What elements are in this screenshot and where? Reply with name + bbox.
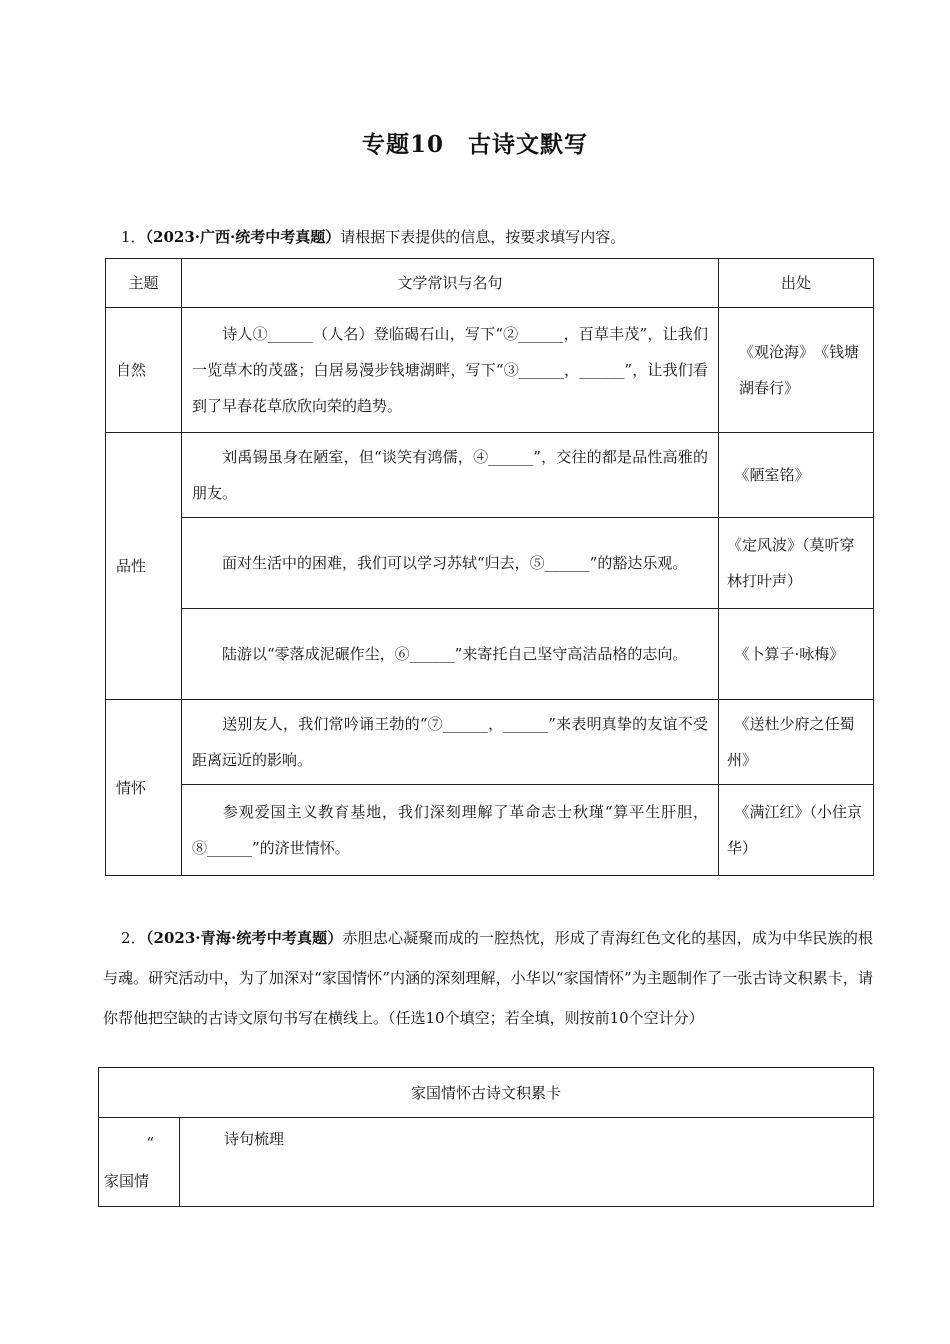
header-content: 文学常识与名句 [182, 259, 719, 308]
content-cell [182, 785, 719, 876]
table-row [106, 433, 874, 518]
content-text: 面对生活中的困难，我们可以学习苏轼“归去，⑤______”的豁达乐观。 [222, 554, 688, 572]
source-cell: 《陋室铭》 [719, 433, 874, 518]
source-cell: 《定风波》（莫听穿林打叶声） [719, 518, 874, 609]
content-cell [182, 609, 719, 700]
accumulation-card [98, 1067, 874, 1207]
source-cell: 《卜算子·咏梅》 [719, 609, 874, 700]
table-row [106, 308, 874, 433]
table-row [106, 609, 874, 700]
literature-table [105, 258, 874, 876]
question-prompt: 请根据下表提供的信息，按要求填写内容。 [340, 228, 626, 246]
table-row [106, 518, 874, 609]
question-2 [103, 918, 873, 1038]
table-header-row [106, 259, 874, 308]
source-cell: 《观沧海》 《钱塘湖春行》 [719, 308, 874, 433]
content-text: 送别友人，我们常吟诵王勃的“⑦______，______”来表明真挚的友谊不受距离远近的影响。 [192, 715, 708, 769]
table-row [106, 700, 874, 785]
topic-cell: 自然 [106, 308, 182, 433]
source-cell: 《送杜少府之任蜀州》 [719, 700, 874, 785]
content-cell [182, 518, 719, 609]
header-source: 出处 [719, 259, 874, 308]
content-text: 诗人①______（人名）登临碣石山，写下“②______，百草丰茂”，让我们一览草木的茂盛；白居易漫步钱塘湖畔，写下“③______，______”，让我们看到了早春花草欣欣向荣的趋势。 [192, 325, 708, 415]
page-title: 专题10 古诗文默写 [361, 131, 588, 158]
question-number: 1． [121, 228, 146, 246]
quote-mark: “ [146, 1134, 154, 1152]
question-number: 2． [121, 929, 146, 947]
card-right-label: 诗句梳理 [180, 1118, 874, 1207]
content-cell [182, 433, 719, 518]
card-left-cell [99, 1118, 180, 1207]
table-row [106, 785, 874, 876]
topic-cell: 情怀 [106, 700, 182, 876]
content-text: 陆游以“零落成泥碾作尘，⑥______”来寄托自己坚守高洁品格的志向。 [222, 645, 688, 663]
question-source: （2023·广西·统考中考真题） [145, 228, 341, 246]
question-source: （2023·青海·统考中考真题） [145, 929, 343, 947]
topic-cell: 品性 [106, 433, 182, 700]
question-1-heading [121, 226, 881, 248]
content-cell [182, 308, 719, 433]
source-cell: 《满江红》（小住京华） [719, 785, 874, 876]
content-text: 刘禹锡虽身在陋室，但“谈笑有鸿儒，④______”，交往的都是品性高雅的朋友。 [192, 448, 708, 502]
question-text: 赤胆忠心凝聚而成的一腔热忱，形成了青海红色文化的基因，成为中华民族的根与魂。研究活动中，为了加深对“家国情怀”内涵的深刻理解，小华以“家国情怀”为主题制作了一张古诗文积累卡，请你帮他把空缺的古诗文原句书写在横线上。（任选10个填空；若全填，则按前10个空计分） [103, 929, 873, 1027]
content-text: 参观爱国主义教育基地，我们深刻理解了革命志士秋瑾“算平生肝胆，⑧______”的济世情怀。 [192, 803, 708, 857]
content-cell [182, 700, 719, 785]
card-title: 家国情怀古诗文积累卡 [99, 1068, 874, 1118]
header-topic: 主题 [106, 259, 182, 308]
card-left-label: 家国情 [104, 1172, 150, 1190]
